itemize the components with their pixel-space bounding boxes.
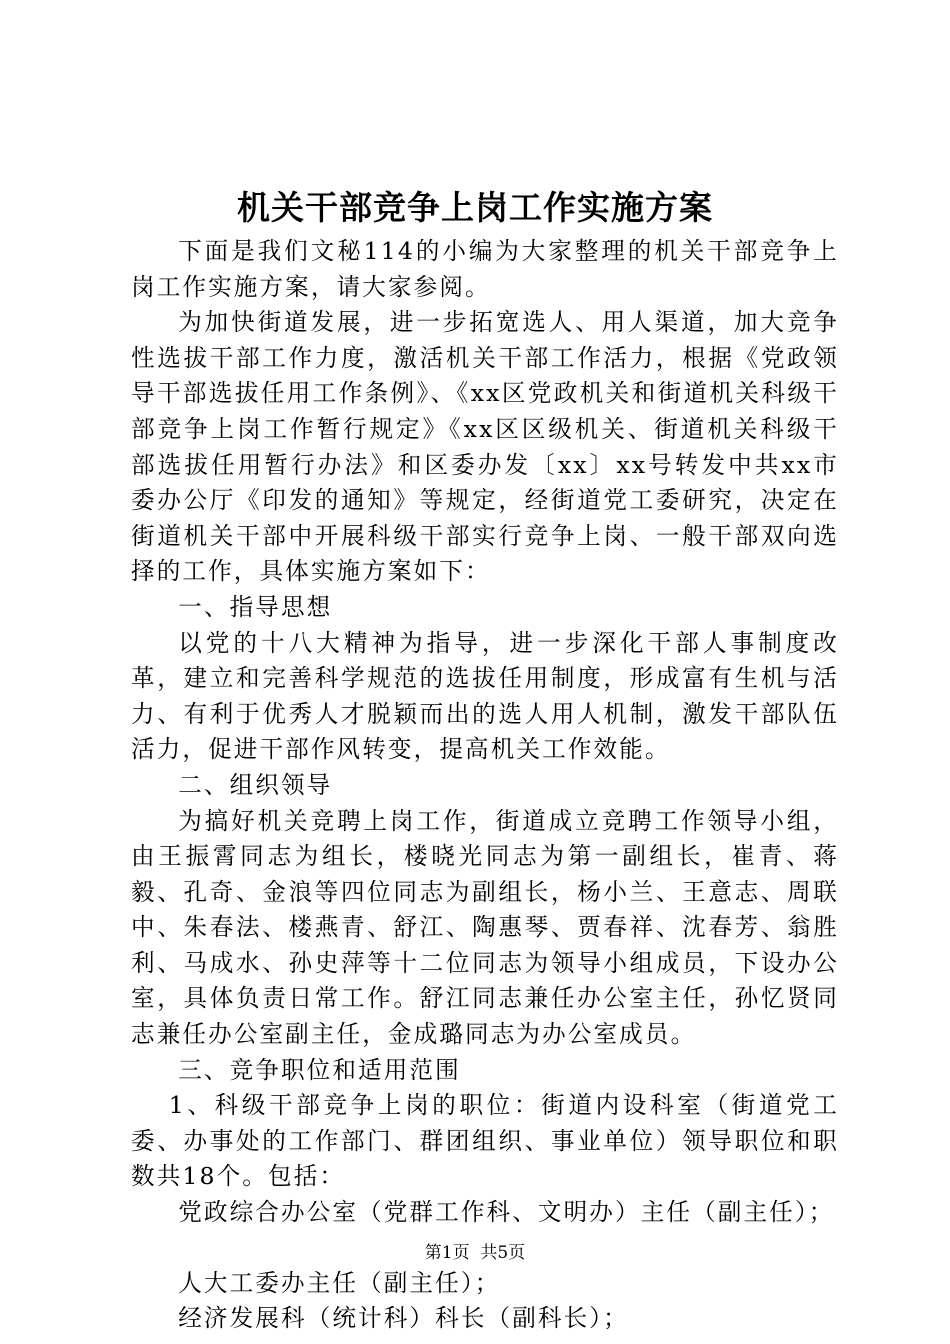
section-heading-positions: 三、竞争职位和适用范围: [178, 1055, 461, 1084]
position-item: 党政综合办公室（党群工作科、文明办）主任（副主任）；: [178, 1198, 835, 1227]
intro-paragraph: 下面是我们文秘114的小编为大家整理的机关干部竞争上岗工作实施方案，请大家参阅。: [131, 237, 839, 301]
organization-paragraph: 为搞好机关竞聘上岗工作，街道成立竞聘工作领导小组，由王振霄同志为组长，楼晓光同志为第一副组长，崔青、蒋毅、孔奇、金浪等四位同志为副组长，杨小兰、王意志、周联中、朱春法、楼燕青、舒江、陶惠琴、贾春祥、沈春芳、翁胜利、马成水、孙史萍等十二位同志为领导小组成员，下设办公室，具体负责日常工作。舒江同志兼任办公室主任，孙忆贤同志兼任办公室副主任，金成璐同志为办公室成员。: [131, 806, 839, 1049]
document-title: 机关干部竞争上岗工作实施方案: [237, 188, 713, 227]
section-heading-organization: 二、组织领导: [178, 770, 333, 799]
page-total: 共5页: [480, 1243, 526, 1263]
background-paragraph: 为加快街道发展，进一步拓宽选人、用人渠道，加大竞争性选拔干部工作力度，激活机关干部工作活力，根据《党政领导干部选拔任用工作条例》、《xx区党政机关和街道机关科级干部竞争上岗工作暂行规定》《xx区区级机关、街道机关科级干部选拔任用暂行办法》和区委办发〔xx〕xx号转发中共xx市委办公厅《印发的通知》等规定，经街道党工委研究，决定在街道机关干部中开展科级干部实行竞争上岗、一般干部双向选择的工作，具体实施方案如下：: [131, 308, 839, 586]
position-item: 人大工委办主任（副主任）；: [178, 1268, 501, 1297]
guiding-ideology-paragraph: 以党的十八大精神为指导，进一步深化干部人事制度改革，建立和完善科学规范的选拔任用制度，形成富有生机与活力、有利于优秀人才脱颖而出的选人用人机制，激发干部队伍活力，促进干部作风转变，提高机关工作效能。: [131, 628, 839, 764]
page-number: 第1页: [424, 1243, 470, 1263]
document-body: [131, 234, 839, 1337]
section-heading-guiding-ideology: 一、指导思想: [178, 592, 333, 621]
positions-paragraph: 1、科级干部竞争上岗的职位：街道内设科室（街道党工委、办事处的工作部门、群团组织、事业单位）领导职位和职数共18个。包括：: [131, 1091, 839, 1191]
position-item: 经济发展科（统计科）科长（副科长）；: [178, 1304, 629, 1333]
page-footer: [0, 1241, 950, 1265]
